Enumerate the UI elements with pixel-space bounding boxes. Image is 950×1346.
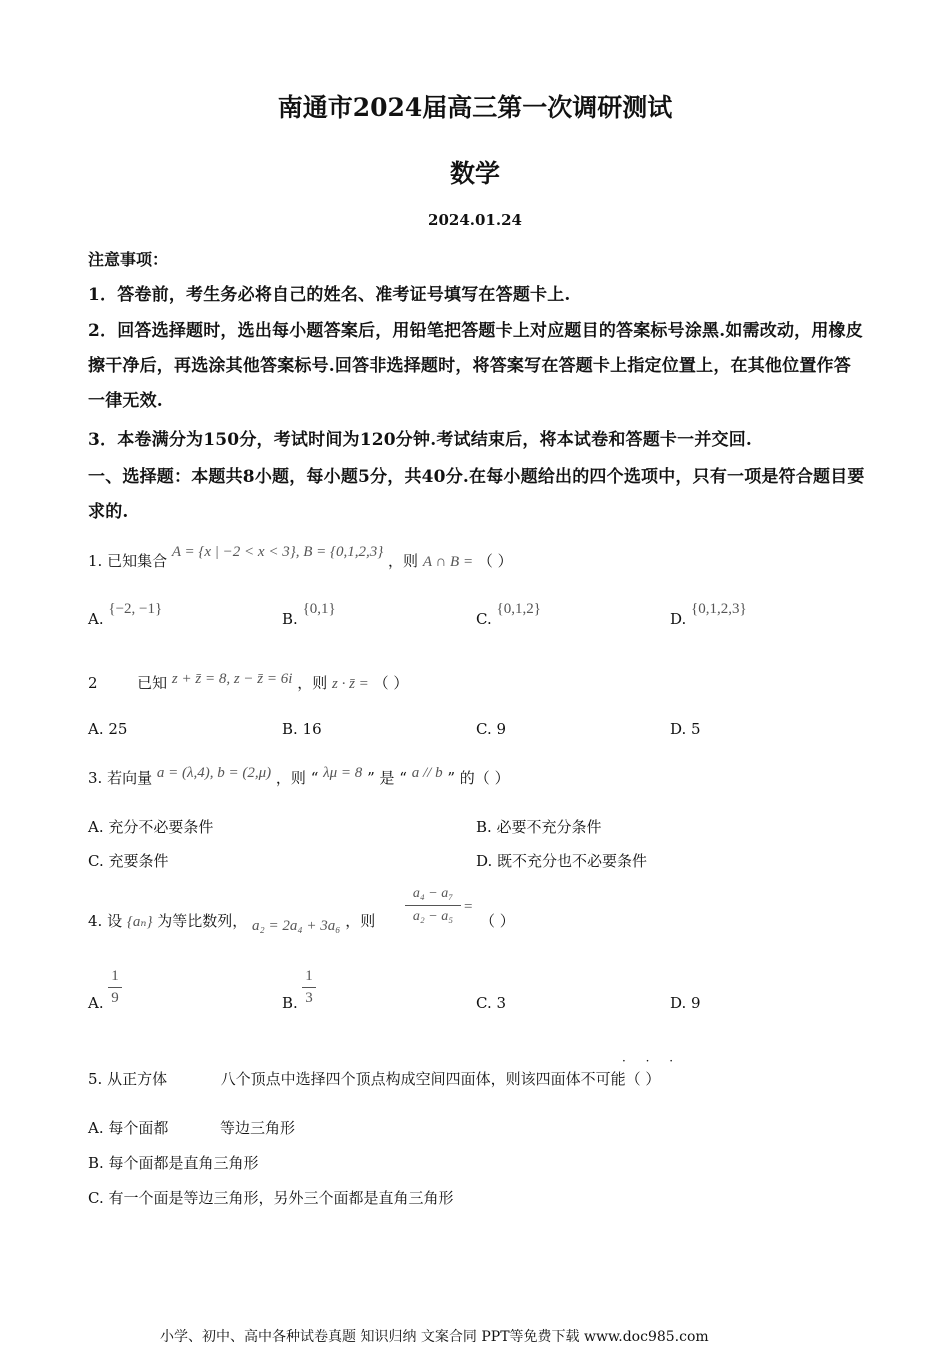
q4-prefix: 4. 设 [88, 912, 123, 930]
q4-mid: 为等比数列， [157, 912, 248, 930]
q4-math-sequence: {aₙ} [126, 914, 153, 930]
q1-prefix: 1. 已知集合 [88, 552, 168, 570]
question-2 [88, 672, 408, 693]
q3-option-b: B. 必要不充分条件 [476, 818, 602, 836]
q4-blank: （ ） [480, 912, 515, 930]
question-4 [88, 910, 376, 934]
q1-option-c-value: {0,1,2} [496, 601, 541, 617]
q4-option-b-denominator: 3 [305, 990, 313, 1006]
q1-math-intersection: A ∩ B = [422, 554, 474, 570]
q2-blank: （ ） [373, 674, 409, 692]
page-title: 南通市2024届高三第一次调研测试 [277, 93, 673, 122]
q4-option-a-bar [108, 987, 122, 988]
note-3: 3．本卷满分为150分，考试时间为120分钟.考试结束后，将本试卷和答题卡一并交回. [88, 430, 753, 450]
question-1 [88, 544, 513, 571]
q4-fraction-numerator: a₄ − a₇ [412, 886, 454, 901]
q1-option-a-value: {−2, −1} [108, 601, 163, 617]
q1-mid: ，则 [388, 552, 419, 570]
q1-option-c [476, 601, 541, 629]
q5-option-b: B. 每个面都是直角三角形 [88, 1154, 259, 1172]
q4-option-b-numerator: 1 [305, 968, 313, 984]
q4-fraction [405, 884, 461, 927]
q1-option-a-label: A. [88, 610, 104, 628]
q1-blank: （ ） [477, 552, 513, 570]
subject-title: 数学 [449, 159, 500, 188]
q5-option-c: C. 有一个面是等边三角形，另外三个面都是直角三角形 [88, 1189, 454, 1207]
q1-option-d [670, 601, 747, 629]
q4-fraction-bar [405, 905, 461, 906]
q3-mid: ，则 “ [275, 769, 319, 787]
q2-option-a: A. 25 [88, 720, 128, 738]
footer-text: 小学、初中、高中各种试卷真题 知识归纳 文案合同 PPT等免费下载 www.doc985.com [160, 1329, 709, 1345]
q2-math-product: z · z̄ = [332, 676, 369, 692]
q2-mid: ，则 [297, 674, 328, 692]
q3-math-vectors: a = (λ,4), b = (2,μ) [156, 765, 272, 781]
q4-option-a-fraction [108, 968, 122, 1007]
q3-mid2: ” 是 “ [367, 769, 407, 787]
q4-option-a-denominator: 9 [111, 990, 119, 1006]
q5-body: 八个顶点中选择四个顶点构成空间四面体，则该四面体不可能（ ） [220, 1070, 661, 1088]
q3-blank: ” 的（ ） [447, 769, 510, 787]
q1-option-c-label: C. [476, 610, 492, 628]
question-5 [88, 1068, 660, 1089]
q2-math-condition: z + z̄ = 8, z − z̄ = 6i [171, 671, 293, 687]
q2-number: 2 [88, 674, 98, 692]
q4-math-condition: a₂ = 2a₄ + 3a₆ [252, 918, 341, 934]
q2-prefix: 已知 [137, 674, 168, 692]
q5-emphasis-dots: · · · [622, 1054, 682, 1068]
note-1: 1．答卷前，考生务必将自己的姓名、准考证号填写在答题卡上. [88, 285, 571, 305]
q3-option-c: C. 充要条件 [88, 852, 169, 870]
q2-option-c: C. 9 [476, 720, 507, 738]
q5-option-a-suffix: 等边三角形 [219, 1119, 295, 1137]
q1-option-b-value: {0,1} [302, 601, 336, 617]
q4-option-c: C. 3 [476, 994, 507, 1012]
q3-option-d: D. 既不充分也不必要条件 [476, 852, 648, 870]
q3-math-parallel: a // b [411, 765, 443, 781]
note-2: 2．回答选择题时，选出每小题答案后，用铅笔把答题卡上对应题目的答案标号涂黑.如需改动，用橡皮擦干净后，再选涂其他答案标号.回答非选择题时，将答案写在答题卡上指定位置上，在其他位置作答一律无效. [88, 321, 863, 411]
q3-option-a: A. 充分不必要条件 [88, 818, 214, 836]
q3-math-lambda-mu: λμ = 8 [323, 765, 363, 781]
q4-option-a-numerator: 1 [111, 968, 119, 984]
q4-option-d: D. 9 [670, 994, 701, 1012]
q4-option-b-fraction [302, 968, 316, 1007]
section-1-heading: 一、选择题：本题共8小题，每小题5分，共40分.在每小题给出的四个选项中，只有一项是符合题目要求的. [88, 467, 865, 522]
q5-prefix: 5. 从正方体 [88, 1070, 168, 1088]
q5-option-a [88, 1117, 295, 1138]
q4-option-a-label: A. [88, 994, 104, 1012]
q4-option-b-bar [302, 987, 316, 988]
q4-mid2: ，则 [345, 912, 376, 930]
q3-prefix: 3. 若向量 [88, 769, 153, 787]
notes-heading: 注意事项： [88, 250, 169, 269]
q4-equals: = [464, 899, 473, 915]
exam-date: 2024.01.24 [428, 211, 522, 229]
q5-option-a-prefix: A. 每个面都 [88, 1119, 169, 1137]
q2-option-b: B. 16 [282, 720, 322, 738]
q1-option-a [88, 601, 163, 629]
q4-option-b-label: B. [282, 994, 298, 1012]
question-3 [88, 767, 510, 788]
q1-option-d-label: D. [670, 610, 687, 628]
q1-math-sets: A = {x | −2 < x < 3}, B = {0,1,2,3} [171, 544, 384, 560]
q4-fraction-denominator: a₂ − a₅ [412, 909, 454, 924]
q1-option-b [282, 601, 336, 629]
q1-option-d-value: {0,1,2,3} [691, 601, 747, 617]
q1-option-b-label: B. [282, 610, 298, 628]
q2-option-d: D. 5 [670, 720, 701, 738]
